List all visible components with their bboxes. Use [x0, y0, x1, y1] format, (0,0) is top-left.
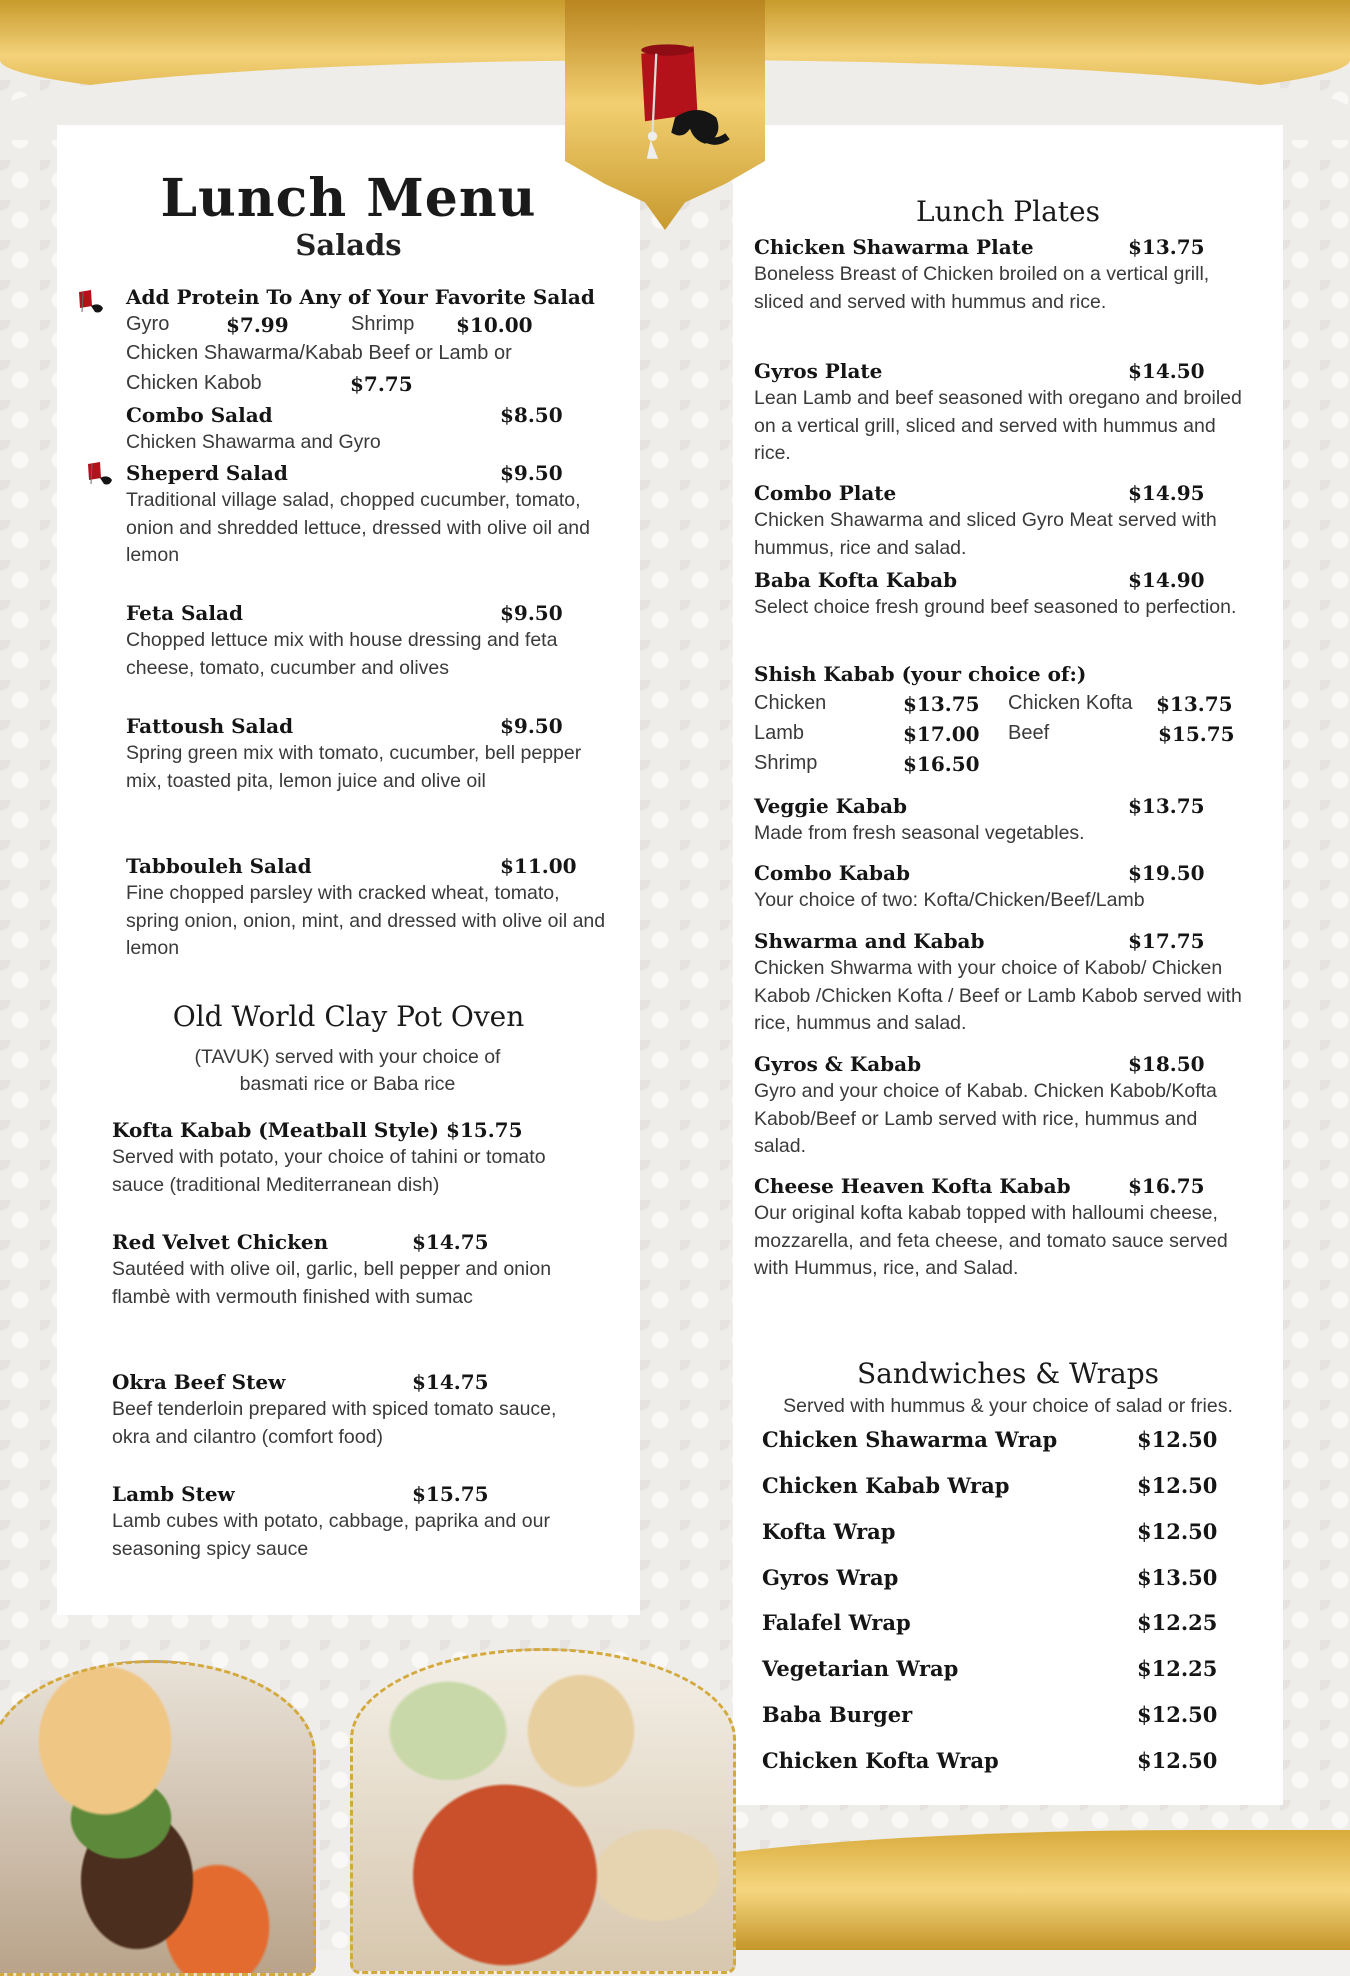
- kofta-name: Kofta Kabab (Meatball Style): [112, 1118, 439, 1142]
- item-name: Feta Salad: [126, 601, 243, 625]
- wrap-price: $12.50: [1137, 1427, 1218, 1452]
- menu-item: [754, 233, 1244, 316]
- item-price: $14.95: [1128, 481, 1205, 505]
- item-desc: Chicken Shawarma and Gyro: [126, 431, 381, 453]
- fez-bullet-icon: [82, 458, 116, 492]
- item-price: $8.50: [500, 403, 563, 427]
- menu-item: [754, 1172, 1244, 1283]
- item-name: Tabbouleh Salad: [126, 854, 312, 878]
- menu-item: [754, 792, 1244, 848]
- chicken-kabob-price: $7.75: [350, 372, 413, 396]
- shish-name: Shish Kabab (your choice of:): [754, 662, 1087, 686]
- item-price: $11.00: [500, 854, 577, 878]
- burger-photo: [0, 1660, 316, 1976]
- item-desc: Boneless Breast of Chicken broiled on a vertical grill, sliced and served with hummus and rice.: [754, 263, 1210, 313]
- wrap-price: $12.50: [1137, 1473, 1218, 1498]
- wrap-row: [762, 1748, 1218, 1778]
- menu-item: [112, 1116, 592, 1199]
- clay-pot-heading: Old World Clay Pot Oven: [172, 1000, 525, 1033]
- item-name: Combo Plate: [754, 481, 897, 505]
- menu-item: [112, 1368, 592, 1451]
- item-price: $18.50: [1128, 1052, 1205, 1076]
- item-name: Sheperd Salad: [126, 461, 288, 485]
- protein-name: Add Protein To Any of Your Favorite Salad: [126, 285, 595, 309]
- wrap-name: Chicken Kabab Wrap: [762, 1473, 1010, 1498]
- shish-shrimp-label: Shrimp: [754, 752, 818, 774]
- item-name: Chicken Shawarma Plate: [754, 235, 1034, 259]
- menu-item: [754, 859, 1254, 915]
- fez-logo-icon: [600, 35, 750, 185]
- item-name: Veggie Kabab: [754, 794, 907, 818]
- shrimp-label: Shrimp: [351, 313, 415, 335]
- item-desc: Spring green mix with tomato, cucumber, bell pepper mix, toasted pita, lemon juice and olive oil: [126, 742, 582, 792]
- item-desc: Your choice of two: Kofta/Chicken/Beef/Lamb: [754, 889, 1145, 911]
- wrap-price: $12.25: [1137, 1610, 1218, 1635]
- item-price: $19.50: [1128, 861, 1205, 885]
- wrap-name: Baba Burger: [762, 1702, 913, 1727]
- item-desc: Lamb cubes with potato, cabbage, paprika and our seasoning spicy sauce: [112, 1510, 550, 1560]
- item-name: Combo Salad: [126, 403, 273, 427]
- wrap-price: $12.50: [1137, 1519, 1218, 1544]
- menu-item: [126, 599, 606, 682]
- wrap-name: Kofta Wrap: [762, 1519, 896, 1544]
- menu-item: [754, 357, 1244, 468]
- item-desc: Served with potato, your choice of tahini or tomato sauce (traditional Mediterranean dish): [112, 1146, 546, 1196]
- menu-item: [112, 1228, 592, 1311]
- wrap-name: Chicken Kofta Wrap: [762, 1748, 999, 1773]
- wrap-price: $12.50: [1137, 1748, 1218, 1773]
- menu-item: [126, 712, 611, 795]
- shish-lamb-price: $17.00: [903, 722, 980, 746]
- menu-item: [754, 927, 1244, 1038]
- wrap-name: Chicken Shawarma Wrap: [762, 1427, 1058, 1452]
- item-desc: Beef tenderloin prepared with spiced tomato sauce, okra and cilantro (comfort food): [112, 1398, 557, 1448]
- menu-item: [126, 401, 606, 457]
- item-desc: Fine chopped parsley with cracked wheat, tomato, spring onion, onion, mint, and dressed with olive oil and lemon: [126, 882, 606, 959]
- platter-photo: [350, 1648, 736, 1974]
- wrap-row: [762, 1610, 1218, 1640]
- menu-item: [754, 479, 1244, 562]
- clay-pot-note: (TAVUK) served with your choice of basmati rice or Baba rice: [194, 1046, 501, 1095]
- wrap-name: Vegetarian Wrap: [762, 1656, 959, 1681]
- wrap-row: [762, 1656, 1218, 1686]
- wrap-row: [762, 1427, 1218, 1457]
- item-name: Shwarma and Kabab: [754, 929, 985, 953]
- shish-chicken-kofta-price: $13.75: [1156, 692, 1233, 716]
- wrap-row: [762, 1565, 1218, 1595]
- item-price: $14.75: [412, 1230, 489, 1254]
- wraps-heading: Sandwiches & Wraps: [856, 1357, 1160, 1390]
- fez-bullet-icon: [73, 286, 107, 320]
- wrap-row: [762, 1473, 1218, 1503]
- kofta-price: $15.75: [445, 1118, 523, 1142]
- item-name: Okra Beef Stew: [112, 1370, 286, 1394]
- item-desc: Chopped lettuce mix with house dressing and feta cheese, tomato, cucumber and olives: [126, 629, 558, 679]
- wrap-row: [762, 1702, 1218, 1732]
- item-name: Lamb Stew: [112, 1482, 235, 1506]
- item-desc: Gyro and your choice of Kabab. Chicken Kabob/Kofta Kabob/Beef or Lamb served with rice, hummus and salad.: [754, 1080, 1217, 1157]
- item-price: $16.75: [1128, 1174, 1205, 1198]
- item-price: $17.75: [1128, 929, 1205, 953]
- shish-beef-price: $15.75: [1158, 722, 1235, 746]
- item-desc: Made from fresh seasonal vegetables.: [754, 822, 1085, 844]
- shish-chicken-label: Chicken: [754, 692, 827, 714]
- item-desc: Chicken Shawarma and sliced Gyro Meat served with hummus, rice and salad.: [754, 509, 1217, 559]
- shrimp-price: $10.00: [456, 313, 533, 337]
- item-name: Combo Kabab: [754, 861, 910, 885]
- item-desc: Our original kofta kabab topped with halloumi cheese, mozzarella, and feta cheese, and tomato sauce served with Hummus, rice, and Salad.: [754, 1202, 1228, 1279]
- item-name: Gyros Plate: [754, 359, 883, 383]
- menu-item: [754, 566, 1244, 622]
- item-desc: Select choice fresh ground beef seasoned to perfection.: [754, 596, 1237, 618]
- gyro-label: Gyro: [126, 313, 170, 335]
- item-desc: Chicken Shwarma with your choice of Kabob/ Chicken Kabob /Chicken Kofta / Beef or Lamb Kabob served with rice, hummus and salad.: [754, 957, 1242, 1034]
- wrap-name: Falafel Wrap: [762, 1610, 911, 1635]
- wrap-price: $13.50: [1137, 1565, 1218, 1590]
- protein-item: [126, 283, 606, 311]
- item-name: Fattoush Salad: [126, 714, 294, 738]
- item-price: $14.50: [1128, 359, 1205, 383]
- wrap-name: Gyros Wrap: [762, 1565, 899, 1590]
- item-price: $9.50: [500, 601, 563, 625]
- lunch-plates-heading: Lunch Plates: [916, 195, 1100, 228]
- item-price: $9.50: [500, 714, 563, 738]
- item-price: $13.75: [1128, 235, 1205, 259]
- page-title: Lunch Menu: [160, 168, 537, 229]
- item-name: Red Velvet Chicken: [112, 1230, 329, 1254]
- salads-heading: Salads: [295, 228, 402, 262]
- shish-shrimp-price: $16.50: [903, 752, 980, 776]
- wrap-price: $12.25: [1137, 1656, 1218, 1681]
- menu-item: [126, 459, 606, 570]
- menu-item: [754, 1050, 1244, 1161]
- wrap-row: [762, 1519, 1218, 1549]
- menu-item: [112, 1480, 592, 1563]
- shish-chicken-price: $13.75: [903, 692, 980, 716]
- item-price: $13.75: [1128, 794, 1205, 818]
- shish-lamb-label: Lamb: [754, 722, 805, 744]
- item-price: $9.50: [500, 461, 563, 485]
- item-desc: Sautéed with olive oil, garlic, bell pepper and onion flambè with vermouth finished with sumac: [112, 1258, 552, 1308]
- item-name: Cheese Heaven Kofta Kabab: [754, 1174, 1071, 1198]
- item-desc: Lean Lamb and beef seasoned with oregano and broiled on a vertical grill, sliced and served with hummus and rice.: [754, 387, 1242, 464]
- item-price: $14.90: [1128, 568, 1205, 592]
- item-name: Gyros & Kabab: [754, 1052, 922, 1076]
- shish-beef-label: Beef: [1008, 722, 1050, 744]
- item-price: $15.75: [412, 1482, 489, 1506]
- item-price: $14.75: [412, 1370, 489, 1394]
- shish-chicken-kofta-label: Chicken Kofta: [1008, 692, 1133, 714]
- protein-line2: Chicken Shawarma/Kabab Beef or Lamb or: [126, 342, 512, 364]
- item-name: [112, 1116, 592, 1144]
- item-desc: Traditional village salad, chopped cucumber, tomato, onion and shredded lettuce, dressed with olive oil and lemon: [126, 489, 590, 566]
- menu-item: [126, 852, 611, 963]
- chicken-kabob-label: Chicken Kabob: [126, 372, 262, 394]
- gyro-price: $7.99: [226, 313, 289, 337]
- item-name: Baba Kofta Kabab: [754, 568, 958, 592]
- wraps-note: Served with hummus & your choice of salad or fries.: [783, 1395, 1233, 1417]
- wrap-price: $12.50: [1137, 1702, 1218, 1727]
